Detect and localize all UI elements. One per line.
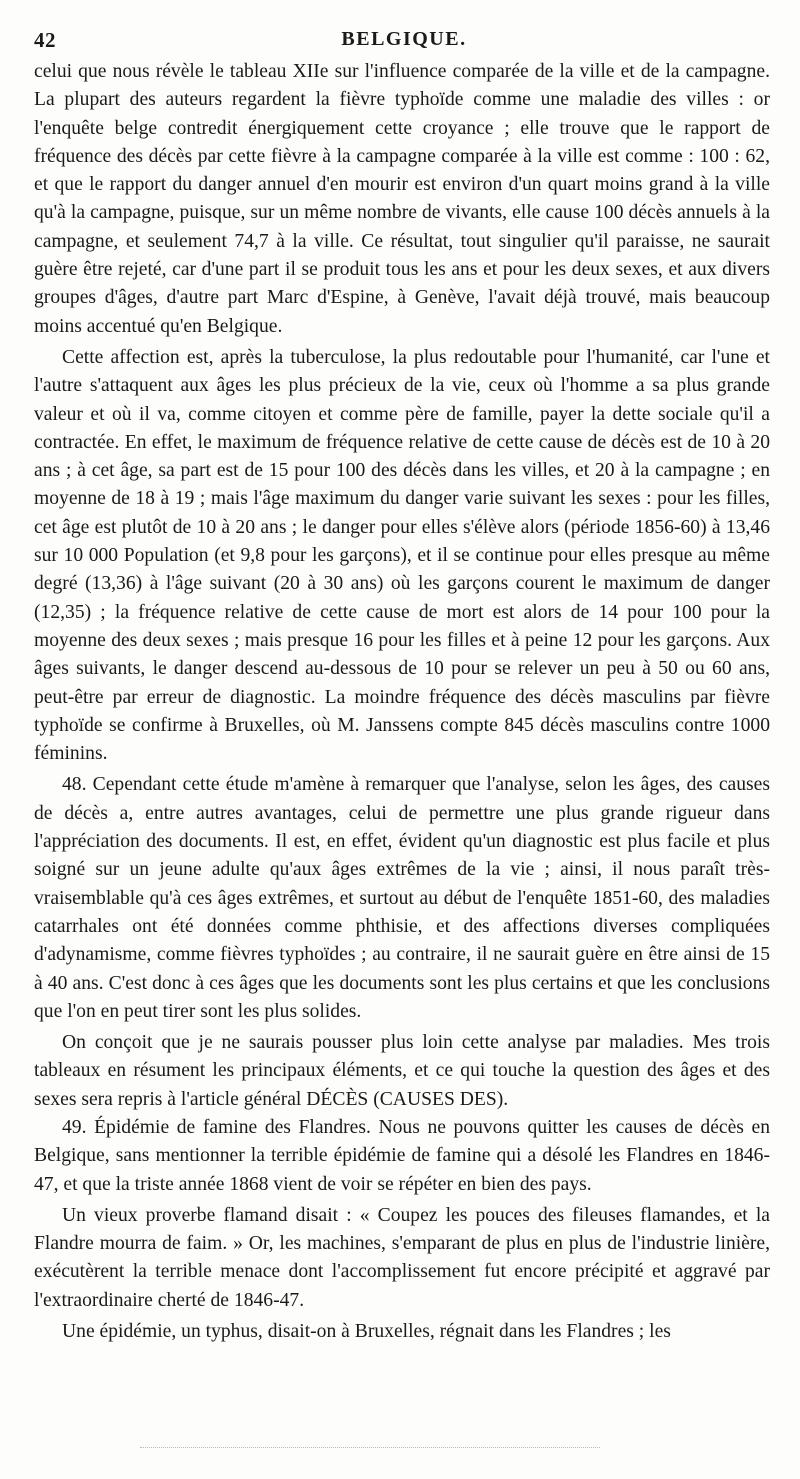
paragraph-typhus-epidemic: Une épidémie, un typhus, disait-on à Bruxelles, régnait dans les Flandres ; les bbox=[62, 1321, 671, 1343]
page-number: 42 bbox=[34, 28, 56, 52]
page-header bbox=[34, 28, 774, 54]
paragraph-typhoid-affection: Cette affection est, après la tuberculose, la plus redoutable pour l'humanité, car l'une et l'autre s'attaquent aux âges les plus précieux de la vie, ceux où l'homme a sa plus grande valeur et où il va, comme citoyen et comme père de famille, payer la dette sociale qu'il a contractée. En effet, le maximum de fréquence relative de cette cause de décès est de 10 à 20 ans ; à cet âge, sa part est de 15 pour 100 des décès dans les villes, et 20 à la campagne ; en moyenne de 18 à 19 ; mais l'âge maximum du danger varie suivant les sexes : pour les filles, cet âge est plutôt de 10 à 20 ans ; le danger pour elles s'élève alors (période 1856-60) à 13,46 sur 10 000 Population (et 9,8 pour les garçons), et il se continue pour elles presque au même degré (13,36) à l'âge suivant (20 à 30 ans) où les garçons courent le maximum de danger (12,35) ; la fréquence relative de cette cause de mort est alors de 14 pour 100 pour la moyenne des deux sexes ; mais presque 16 pour les filles et à peine 12 pour les garçons. Aux âges suivants, le danger descend au-dessous de 10 pour se relever un peu à 50 ou 60 ans, peut-être par erreur de diagnostic. La moindre fréquence des décès masculins par fièvre typhoïde se confirme à Bruxelles, où M. Janssens compte 845 décès masculins contre 1000 féminins. bbox=[34, 346, 770, 765]
footer-dotted-rule bbox=[140, 1447, 600, 1448]
paragraph-continuation: celui que nous révèle le tableau XIIe sur l'influence comparée de la ville et de la campagne. La plupart des auteurs regardent la fièvre typhoïde comme une maladie des villes : or l'enquête belge contredit énergiquement cette croyance ; elle trouve que le rapport de fréquence des décès par cette fièvre à la campagne comparée à la ville est comme : 100 : 62, et que le rapport du danger annuel d'en mourir est environ d'un quart moins grand à la ville qu'à la campagne, puisque, sur un même nombre de vivants, elle cause 100 décès annuels à la campagne, et seulement 74,7 à la ville. Ce résultat, tout singulier qu'il paraisse, ne saurait guère être rejeté, car d'une part il se produit tous les ans et pour les deux sexes, et aux divers groupes d'âges, d'autre part Marc d'Espine, à Genève, l'avait déjà trouvé, mais beaucoup moins accentué qu'en Belgique. bbox=[34, 61, 770, 337]
paragraph-flemish-proverb: Un vieux proverbe flamand disait : « Coupez les pouces des fileuses flamandes, et la Flandre mourra de faim. » Or, les machines, s'emparant de plus en plus de l'industrie linière, exécutèrent la terrible menace dont l'accomplissement fut encore précipité et aggravé par l'extraordinaire cherté de 1846-47. bbox=[34, 1204, 770, 1311]
paragraph-section-49: 49. Épidémie de famine des Flandres. Nous ne pouvons quitter les causes de décès en Belgique, sans mentionner la terrible épidémie de famine qui a désolé les Flandres en 1846-47, et que la triste année 1868 vient de voir se répéter en bien des pays. bbox=[34, 1116, 770, 1195]
running-title: BELGIQUE. bbox=[341, 28, 467, 50]
paragraph-analysis-limits: On conçoit que je ne saurais pousser plus loin cette analyse par maladies. Mes trois tableaux en résument les principaux éléments, et ce qui touche la question des âges et des sexes sera repris à l'article général DÉCÈS (CAUSES DES). bbox=[34, 1032, 770, 1110]
body-text bbox=[34, 58, 770, 1346]
paragraph-section-48: 48. Cependant cette étude m'amène à remarquer que l'analyse, selon les âges, des causes de décès a, entre autres avantages, celui de permettre une plus grande rigueur dans l'appréciation des documents. Il est, en effet, évident qu'un diagnostic est plus facile et plus soigné sur un jeune adulte qu'aux âges extrêmes de la vie ; ainsi, il nous paraît très-vraisemblable qu'à ces âges extrêmes, et surtout au début de l'enquête 1851-60, des maladies catarrhales ont été données comme phthisie, et des affections diverses compliquées d'adynamisme, comme fièvres typhoïdes ; au contraire, il ne saurait guère en être ainsi de 15 à 40 ans. C'est donc à ces âges que les documents sont les plus certains et que les conclusions que l'on en peut tirer sont les plus solides. bbox=[34, 774, 770, 1022]
